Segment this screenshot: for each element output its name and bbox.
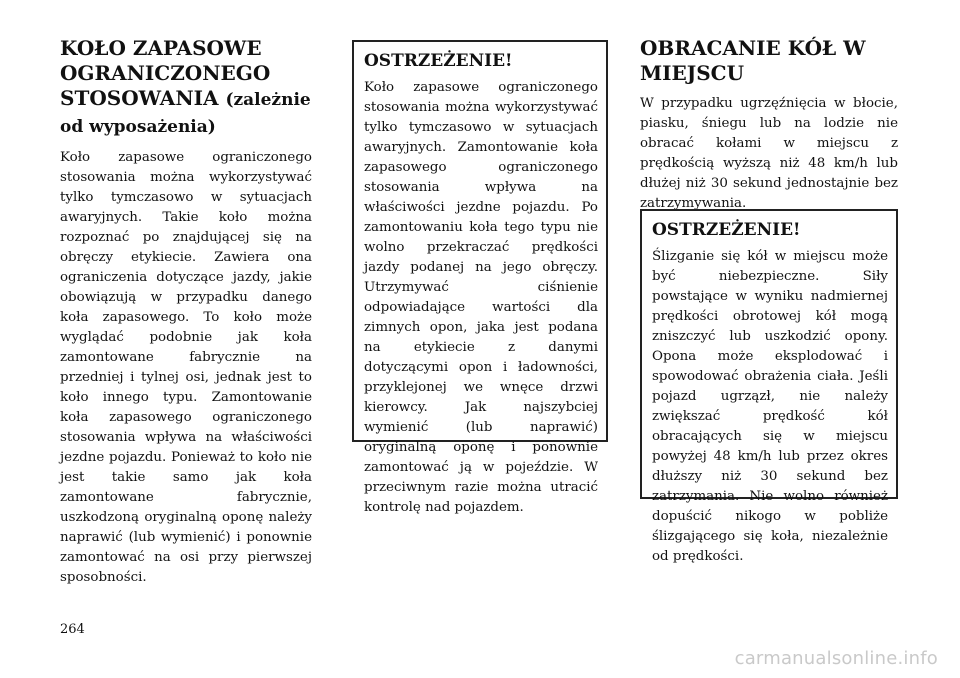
left-column xyxy=(60,36,312,588)
warning-heading: OSTRZEŻENIE! xyxy=(364,51,513,71)
right-column xyxy=(640,36,898,214)
section-title-main: KOŁO ZAPASOWE OGRANICZONEGO STOSOWANIA xyxy=(60,36,271,110)
warning-heading: OSTRZEŻENIE! xyxy=(652,220,801,240)
page-number: 264 xyxy=(60,622,85,637)
warning-box-spare-wheel xyxy=(352,40,608,515)
spare-wheel-paragraph: Koło zapasowe ograniczonego stosowania można wykorzystywać tylko tymczasowo w sytuacjach awaryjnych. Takie koło można rozpoznać po znajdującej się na obręczy etykiecie. Zawiera ona ograniczenia dotyczące jazdy, jakie obowiązują w przypadku danego koła zapasowego. To koło może wyglądać podobnie jak koła zamontowane fabrycznie na przedniej i tylnej osi, jednak jest to koło innego typu. Zamontowanie koła zapasowego ograniczonego stosowania wpływa na właściwości jezdne pojazdu. Ponieważ to koło nie jest takie samo jak koła zamontowane fabrycznie, uszkodzoną oryginalną oponę należy naprawić (lub wymienić) i ponownie zamontować na osi przy pierwszej sposobności. xyxy=(60,150,312,585)
warning-text: Ślizganie się kół w miejscu może być niebezpieczne. Siły powstające w wyniku nadmiernej prędkości obrotowej kół mogą zniszczyć lub uszkodzić opony. Opona może eksplodować i spowodować obrażenia ciała. Jeśli pojazd ugrzązł, nie należy zwiększać prędkość kół obracających się w miejscu powyżej 48 km/h lub przez okres dłuższy niż 30 sekund bez zatrzymania. Nie wolno również dopuścić nikogo w pobliże ślizgającego się koła, niezależnie od prędkości. xyxy=(652,249,888,564)
section-title-spare-wheel xyxy=(60,36,312,140)
watermark: carmanualsonline.info xyxy=(734,648,938,669)
section-title-suffix: (zależnie od wyposażenia) xyxy=(60,90,311,137)
wheel-spin-paragraph: W przypadku ugrzęźnięcia w błocie, piasku, śniegu lub na lodzie nie obracać kołami w miejscu z prędkością wyższą niż 48 km/h lub dłużej niż 30 sekund jednostajnie bez zatrzymywania. xyxy=(640,96,898,211)
warning-box-wheel-spin xyxy=(640,209,898,564)
warning-text: Koło zapasowe ograniczonego stosowania można wykorzystywać tylko tymczasowo w sytuacjach awaryjnych. Zamontowanie koła zapasowego ograniczonego stosowania wpływa na właściwości jezdne pojazdu. Po zamontowaniu koła tego typu nie wolno przekraczać prędkości jazdy podanej na jego obręczy. Utrzymywać ciśnienie odpowiadające wartości dla zimnych opon, jaka jest podana na etykiecie z danymi dotyczącymi opon i ładowności, przyklejonej we wnęce drzwi kierowcy. Jak najszybciej wymienić (lub naprawić) oryginalną oponę i ponownie zamontować ją w pojeździe. W przeciwnym razie można utracić kontrolę nad pojazdem. xyxy=(364,80,598,515)
section-title-wheel-spin: OBRACANIE KÓŁ W MIEJSCU xyxy=(640,36,866,85)
